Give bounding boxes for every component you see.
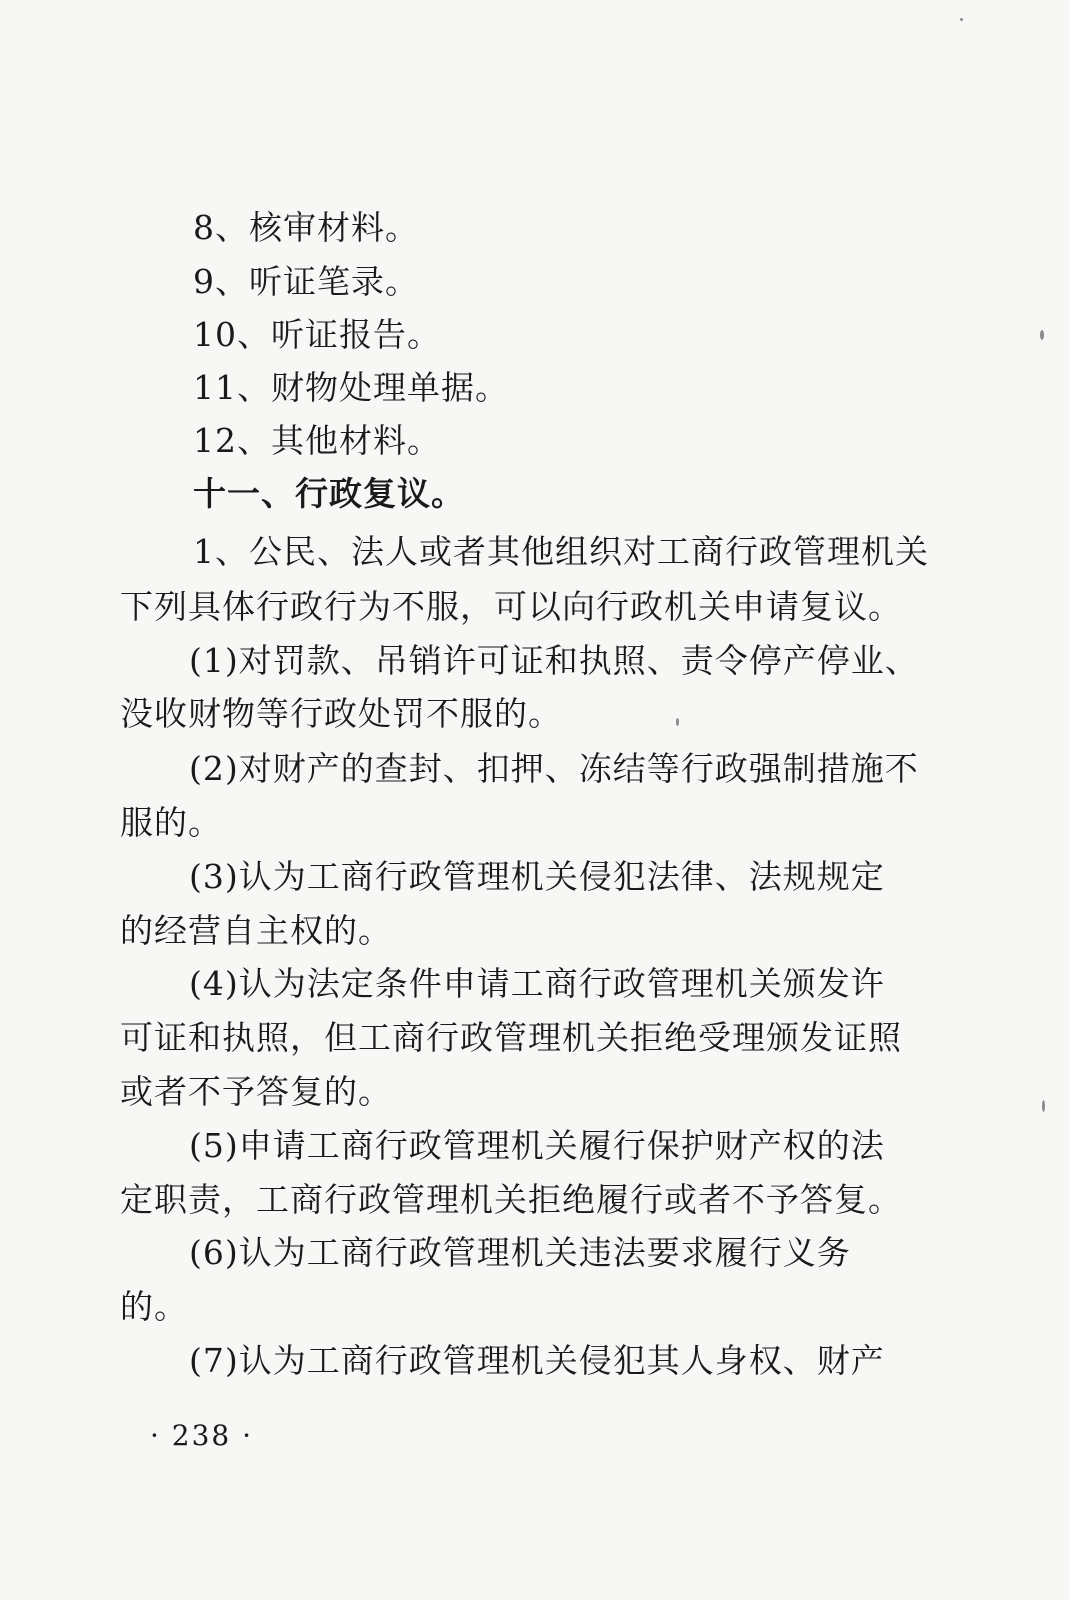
scan-speck: [960, 18, 963, 21]
paragraph-line: 的经营自主权的。: [120, 911, 392, 950]
paragraph-line: (1)对罚款、吊销许可证和执照、责令停产停业、: [189, 641, 919, 680]
scan-speck: [1042, 1100, 1045, 1112]
section-heading: 十一、行政复议。: [193, 474, 465, 513]
paragraph-line: 定职责，工商行政管理机关拒绝履行或者不予答复。: [120, 1180, 902, 1219]
paragraph-line: 或者不予答复的。: [120, 1072, 392, 1111]
paragraph-line: (3)认为工商行政管理机关侵犯法律、法规规定: [189, 857, 885, 896]
list-item: 12、其他材料。: [193, 421, 441, 460]
list-item: 10、听证报告。: [193, 315, 441, 354]
paragraph-line: 服的。: [120, 803, 222, 842]
paragraph-line: (4)认为法定条件申请工商行政管理机关颁发许: [189, 964, 885, 1003]
list-item: 9、听证笔录。: [193, 262, 419, 301]
paragraph-line: (7)认为工商行政管理机关侵犯其人身权、财产: [189, 1341, 885, 1380]
paragraph-line: 1、公民、法人或者其他组织对工商行政管理机关: [193, 532, 929, 571]
scan-speck: [1040, 330, 1044, 340]
paragraph-line: 可证和执照，但工商行政管理机关拒绝受理颁发证照: [120, 1018, 902, 1057]
paragraph-line: (6)认为工商行政管理机关违法要求履行义务: [189, 1233, 851, 1272]
paragraph-line: 的。: [120, 1287, 188, 1326]
paragraph-line: 下列具体行政行为不服，可以向行政机关申请复议。: [120, 587, 902, 626]
paragraph-line: (5)申请工商行政管理机关履行保护财产权的法: [189, 1126, 885, 1165]
paragraph-line: (2)对财产的查封、扣押、冻结等行政强制措施不: [189, 749, 919, 788]
scan-speck: [676, 718, 679, 726]
page-number: · 238 ·: [150, 1419, 254, 1452]
list-item: 11、财物处理单据。: [193, 368, 509, 407]
list-item: 8、核审材料。: [193, 208, 419, 247]
paragraph-line: 没收财物等行政处罚不服的。: [120, 694, 562, 733]
